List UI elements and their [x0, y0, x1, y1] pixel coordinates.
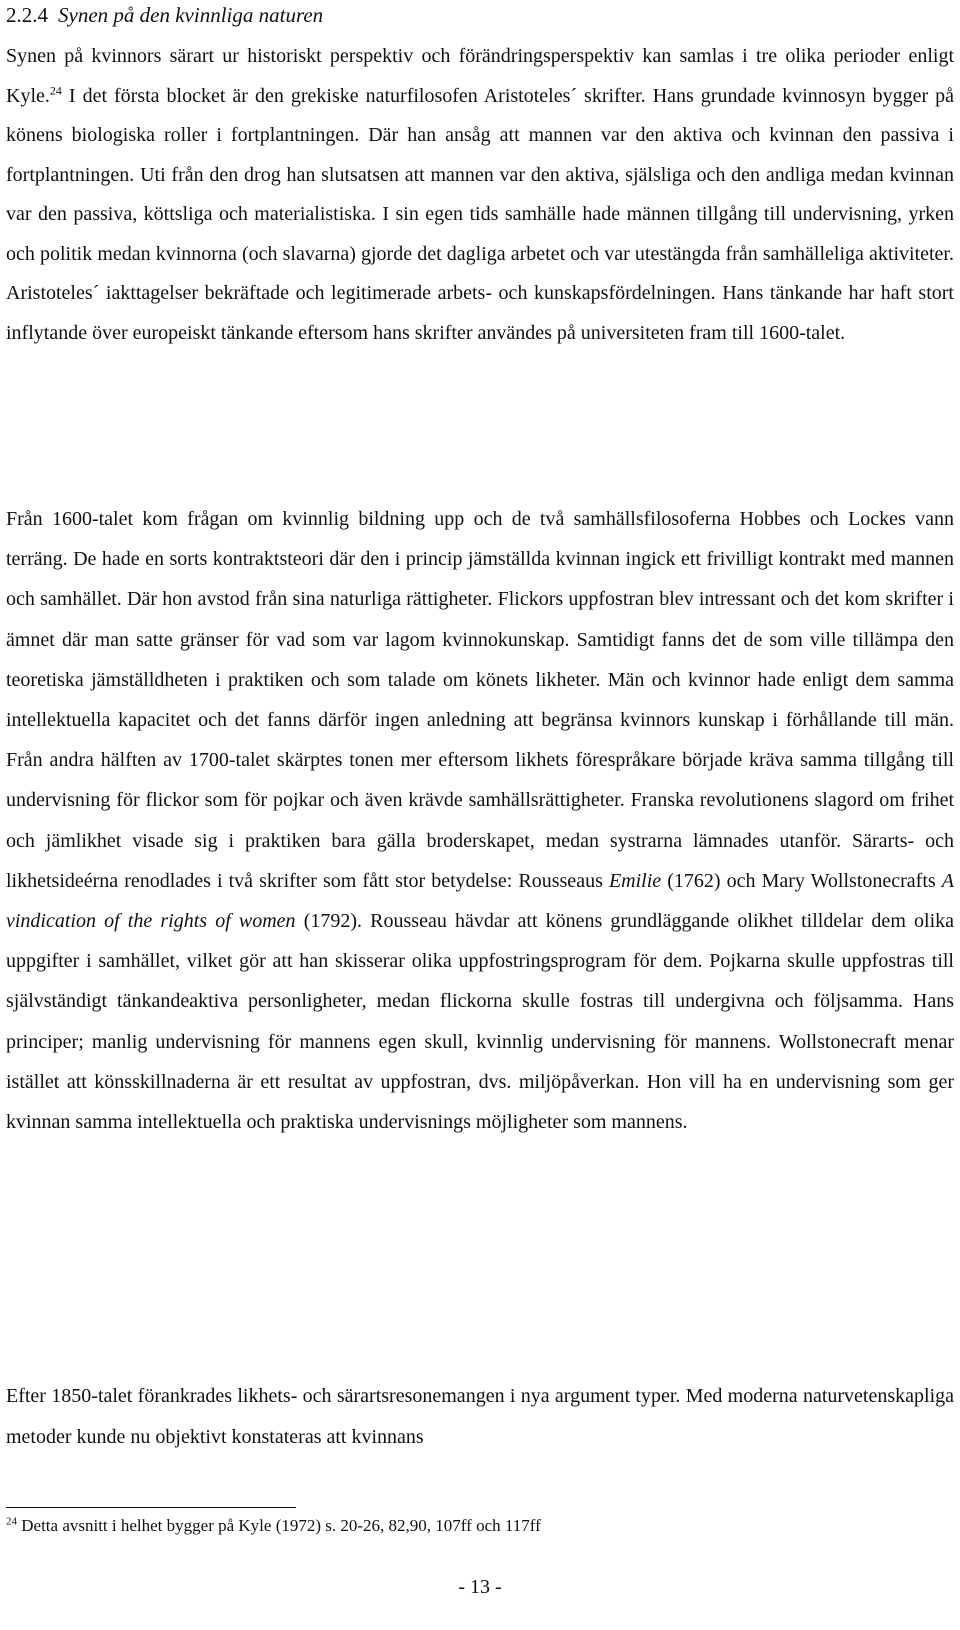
footnote-reference: 24 [49, 82, 62, 97]
footnote [6, 1515, 541, 1537]
page-number: - 13 - [458, 1576, 502, 1598]
book-title-vindication: A vindication of the rights of women [6, 869, 954, 933]
paragraph-2-text-b: (1762) och Mary Wollstonecrafts [661, 869, 942, 892]
paragraph-2 [6, 499, 954, 1142]
paragraph-3 [6, 1376, 954, 1458]
footnote-separator [6, 1507, 296, 1508]
section-title: Synen på den kvinnliga naturen [58, 3, 324, 27]
section-number: 2.2.4 [6, 3, 48, 27]
section-heading [6, 2, 323, 28]
paragraph-3-text: Efter 1850-talet förankrades likhets- och särartsresonemangen i nya argument typer. Med moderna naturvetenskapliga metoder kunde nu objektivt konstateras att kvinnans [6, 1385, 954, 1448]
paragraph-1-text-a: Synen på kvinnors särart ur historiskt perspektiv och förändringsperspektiv kan samlas i tre olika perioder enligt Kyle. [6, 45, 954, 107]
paragraph-1-text-b: I det första blocket är den grekiske naturfilosofen Aristoteles´ skrifter. Hans grundade kvinnosyn bygger på könens biologiska roller i fortplantningen. Där han ansåg att mannen var den aktiva och kvinnan den passiva i fortplantningen. Uti från den drog han slutsatsen att mannen var den aktiva, själsliga och den andliga medan kvinnan var den passiva, köttsliga och materialistiska. I sin egen tids samhälle hade männen tillgång till undervisning, yrken och politik medan kvinnorna (och slavarna) gjorde det dagliga arbetet och var utestängda från samhälleliga aktiviteter. Aristoteles´ iakttagelser bekräftade och legitimerade arbets- och kunskapsfördelningen. Hans tänkande har haft stort inflytande över europeiskt tänkande eftersom hans skrifter användes på universiteten fram till 1600-talet. [6, 84, 954, 344]
paragraph-2-text-a: Från 1600-talet kom frågan om kvinnlig bildning upp och de två samhällsfilosoferna Hobbes och Lockes vann terräng. De hade en sorts kontraktsteori där den i princip jämställda kvinnan ingick ett frivilligt kontrakt med mannen och samhället. Där hon avstod från sina naturliga rättigheter. Flickors uppfostran blev intressant och det kom skrifter i ämnet där man satte gränser för vad som var lagom kvinnokunskap. Samtidigt fanns det de som ville tillämpa den teoretiska jämställdheten i praktiken och som talade om könets likheter. Män och kvinnor hade enligt dem samma intellektuella kapacitet och det fanns därför ingen anledning att begränsa kvinnors kunskap i förhållande till män. Från andra hälften av 1700-talet skärptes tonen mer eftersom likhets förespråkare började kräva samma tillgång till undervisning för flickor som för pojkar och även krävde samhällsrättigheter. Franska revolutionens slagord om frihet och jämlikhet visade sig i praktiken bara gälla broderskapet, medan systrarna lämnades utanför. Särarts- och likhetsideérna renodlades i två skrifter som fått stor betydelse: Rousseaus [6, 508, 954, 892]
paragraph-2-text-c: (1792). Rousseau hävdar att könens grundläggande olikhet tilldelar dem olika uppgifter i samhället, vilket gör att han skisserar olika uppfostringsprogram för dem. Pojkarna skulle uppfostras till självständigt tänkandeaktiva personligheter, medan flickorna skulle fostras till undergivna och följsamma. Hans principer; manlig undervisning för mannens egen skull, kvinnlig undervisning för mannens. Wollstonecraft menar istället att könsskillnaderna är ett resultat av uppfostran, dvs. miljöpåverkan. Hon vill ha en undervisning som ger kvinnan samma intellektuella och praktiska undervisnings möjligheter som mannens. [6, 910, 954, 1134]
footnote-text: Detta avsnitt i helhet bygger på Kyle (1972) s. 20-26, 82,90, 107ff och 117ff [17, 1516, 541, 1535]
footnote-marker: 24 [6, 1515, 17, 1528]
paragraph-1 [6, 37, 954, 353]
book-title-emilie: Emilie [608, 869, 662, 892]
